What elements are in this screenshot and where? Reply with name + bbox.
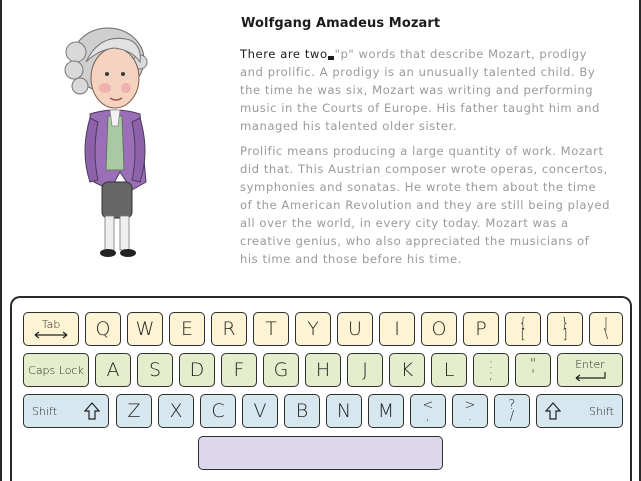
key-comma-top: < (422, 398, 434, 413)
key-u[interactable]: U (337, 312, 373, 346)
key-k[interactable]: K (389, 353, 425, 387)
tab-arrows-icon (34, 331, 68, 339)
shift-arrow-icon (545, 402, 561, 420)
key-period-top: > (464, 398, 476, 413)
key-right-brace-top: } (560, 316, 570, 331)
untyped-text: "p" words that describe Mozart, prodigy and prolific. A prodigy is an unusually talented child. By the time he was six, Mozart was writing and performing music in the Courts of Europe. His father taught him and managed his talented older sister. (240, 47, 600, 133)
key-comma-bottom: , (425, 409, 431, 424)
key-j[interactable]: J (347, 353, 383, 387)
key-d[interactable]: D (179, 353, 215, 387)
key-f[interactable]: F (221, 353, 257, 387)
key-o[interactable]: O (421, 312, 457, 346)
key-semicolon-top: : (488, 357, 494, 372)
paragraph-2: Prolific means producing a large quantity of work. Mozart did that. This Austrian composer wrote operas, concertos, symphonies and sonatas. He wrote them about the time of the American Revolution and they are still being played all over the world, in every city today. Mozart was a creative genius, who also appreciated the musicians of his time and those before his time. (240, 144, 610, 266)
key-shift-left-label: Shift (32, 404, 58, 418)
key-quote-bottom: ' (531, 368, 535, 383)
key-n[interactable]: N (326, 394, 362, 428)
key-x[interactable]: X (158, 394, 194, 428)
key-r[interactable]: R (211, 312, 247, 346)
key-slash[interactable] (494, 394, 530, 428)
key-spacebar[interactable] (198, 436, 443, 470)
paragraph-1 (240, 45, 610, 135)
key-right-brace-bottom: ] (562, 327, 568, 342)
key-backslash-top: | (603, 316, 609, 331)
key-v[interactable]: V (242, 394, 278, 428)
key-caps-lock[interactable]: Caps Lock (23, 353, 89, 387)
key-y[interactable]: Y (295, 312, 331, 346)
key-h[interactable]: H (305, 353, 341, 387)
key-quote-top: " (530, 357, 536, 372)
key-b[interactable]: B (284, 394, 320, 428)
key-g[interactable]: G (263, 353, 299, 387)
key-enter[interactable] (557, 353, 623, 387)
typed-text: There are two (240, 47, 328, 61)
key-tab[interactable] (23, 312, 79, 346)
key-shift-left[interactable] (23, 394, 109, 428)
key-slash-bottom: / (509, 409, 515, 424)
key-shift-right[interactable] (536, 394, 623, 428)
key-z[interactable]: Z (116, 394, 152, 428)
key-period[interactable] (452, 394, 488, 428)
key-backslash-bottom: \ (603, 327, 609, 342)
article-title: Wolfgang Amadeus Mozart (241, 16, 441, 31)
key-semicolon[interactable] (473, 353, 509, 387)
key-slash-top: ? (508, 398, 516, 413)
key-tab-label: Tab (41, 318, 61, 331)
shift-arrow-icon (84, 402, 100, 420)
typing-cursor (328, 56, 334, 60)
key-quote[interactable] (515, 353, 551, 387)
key-comma[interactable] (410, 394, 446, 428)
key-e[interactable]: E (169, 312, 205, 346)
key-p[interactable]: P (463, 312, 499, 346)
enter-arrow-icon (573, 371, 607, 381)
key-shift-right-label: Shift (588, 404, 614, 418)
key-enter-label: Enter (575, 358, 605, 371)
key-l[interactable]: L (431, 353, 467, 387)
key-a[interactable]: A (95, 353, 131, 387)
key-left-brace-top: { (518, 316, 528, 331)
key-backslash[interactable] (589, 312, 623, 346)
key-left-brace[interactable] (505, 312, 541, 346)
key-q[interactable]: Q (85, 312, 121, 346)
key-right-brace[interactable] (547, 312, 583, 346)
key-i[interactable]: I (379, 312, 415, 346)
key-left-brace-bottom: [ (520, 327, 526, 342)
key-m[interactable]: M (368, 394, 404, 428)
key-semicolon-bottom: ; (488, 368, 494, 383)
mozart-portrait (60, 22, 170, 262)
key-c[interactable]: C (200, 394, 236, 428)
key-s[interactable]: S (137, 353, 173, 387)
key-w[interactable]: W (127, 312, 163, 346)
key-period-bottom: . (467, 409, 473, 424)
key-t[interactable]: T (253, 312, 289, 346)
